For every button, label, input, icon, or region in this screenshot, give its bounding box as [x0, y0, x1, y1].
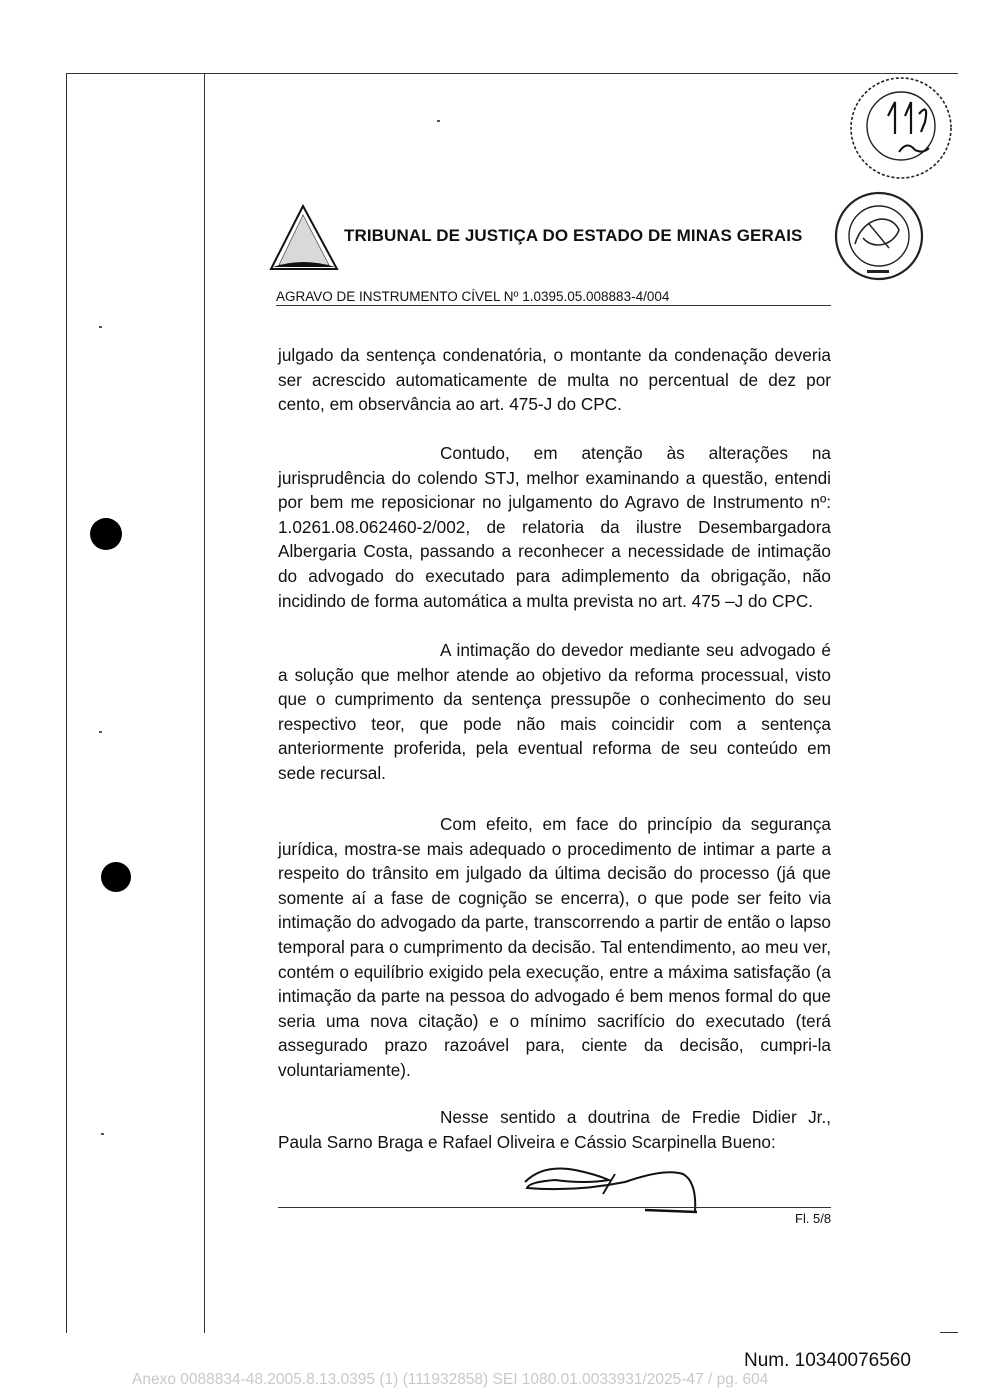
punch-hole: [90, 518, 122, 550]
scan-speck: [101, 1133, 104, 1135]
paragraph-3: A intimação do devedor mediante seu advogado é a solução que melhor atende ao objetivo da reforma processual, visto que o cumprimento da sentença pressupõe o conhecimento do seu respectivo teor, que pode não mais coincidir com a sentença anteriormente proferida, pela eventual reforma de seu conteúdo em sede recursal.: [278, 640, 831, 783]
court-seal-icon: [833, 190, 925, 282]
signature-icon: [515, 1160, 715, 1224]
page-stamp-icon: [843, 74, 959, 182]
scan-speck: [437, 120, 440, 122]
punch-hole: [101, 862, 131, 892]
annex-footer: Anexo 0088834-48.2005.8.13.0395 (1) (111932858) SEI 1080.01.0033931/2025-47 / pg. 604: [132, 1371, 769, 1388]
paragraph-1: julgado da sentença condenatória, o montante da condenação deveria ser acrescido automaticamente de multa no percentual de dez por cento, em observância ao art. 475-J do CPC.: [278, 345, 831, 415]
court-logo-icon: [267, 203, 341, 273]
scan-speck: [99, 731, 102, 733]
left-margin-line: [66, 73, 67, 1333]
case-reference: AGRAVO DE INSTRUMENTO CÍVEL Nº 1.0395.05.008883-4/004: [276, 289, 670, 304]
bottom-right-mark: [940, 1332, 958, 1333]
paragraph-4: Com efeito, em face do princípio da segurança jurídica, mostra-se mais adequado o procedimento de intimar a parte a respeito do trânsito em julgado da última decisão do processo (já que somente aí a fase de cognição se encerra), o que pode ser feito via intimação do advogado da parte, transcorrendo a partir de então o lapso temporal para o cumprimento da decisão. Tal entendimento, ao meu ver, contém o equilíbrio exigido pela execução, entre a máxima satisfação (a intimação da parte na pessoa do advogado é bem menos formal do que seria uma nova citação) e o mínimo sacrifício do executado (terá assegurado prazo razoável para, ciente da decisão, cumpri-la voluntariamente).: [278, 814, 831, 1080]
footer-rule: [278, 1207, 831, 1208]
paragraph-2: Contudo, em atenção às alterações na jurisprudência do colendo STJ, melhor examinando a questão, entendi por bem me reposicionar no julgamento do Agravo de Instrumento nº: 1.0261.08.062460-2/002, de relatoria da ilustre Desembargadora Albergaria Costa, passando a reconhecer a necessidade de intimação do advogado do executado para adimplemento da obrigação, não incidindo de forma automática a multa prevista no art. 475 –J do CPC.: [278, 443, 831, 611]
top-frame-line: [66, 73, 958, 74]
court-title: TRIBUNAL DE JUSTIÇA DO ESTADO DE MINAS GERAIS: [344, 226, 803, 245]
scan-speck: [99, 326, 102, 328]
inner-margin-line: [204, 73, 205, 1333]
case-reference-underline: [276, 305, 831, 306]
document-number: Num. 10340076560: [744, 1350, 911, 1371]
folio-number: Fl. 5/8: [795, 1211, 832, 1226]
paragraph-5: Nesse sentido a doutrina de Fredie Didier Jr., Paula Sarno Braga e Rafael Oliveira e Cássio Scarpinella Bueno:: [278, 1107, 831, 1152]
